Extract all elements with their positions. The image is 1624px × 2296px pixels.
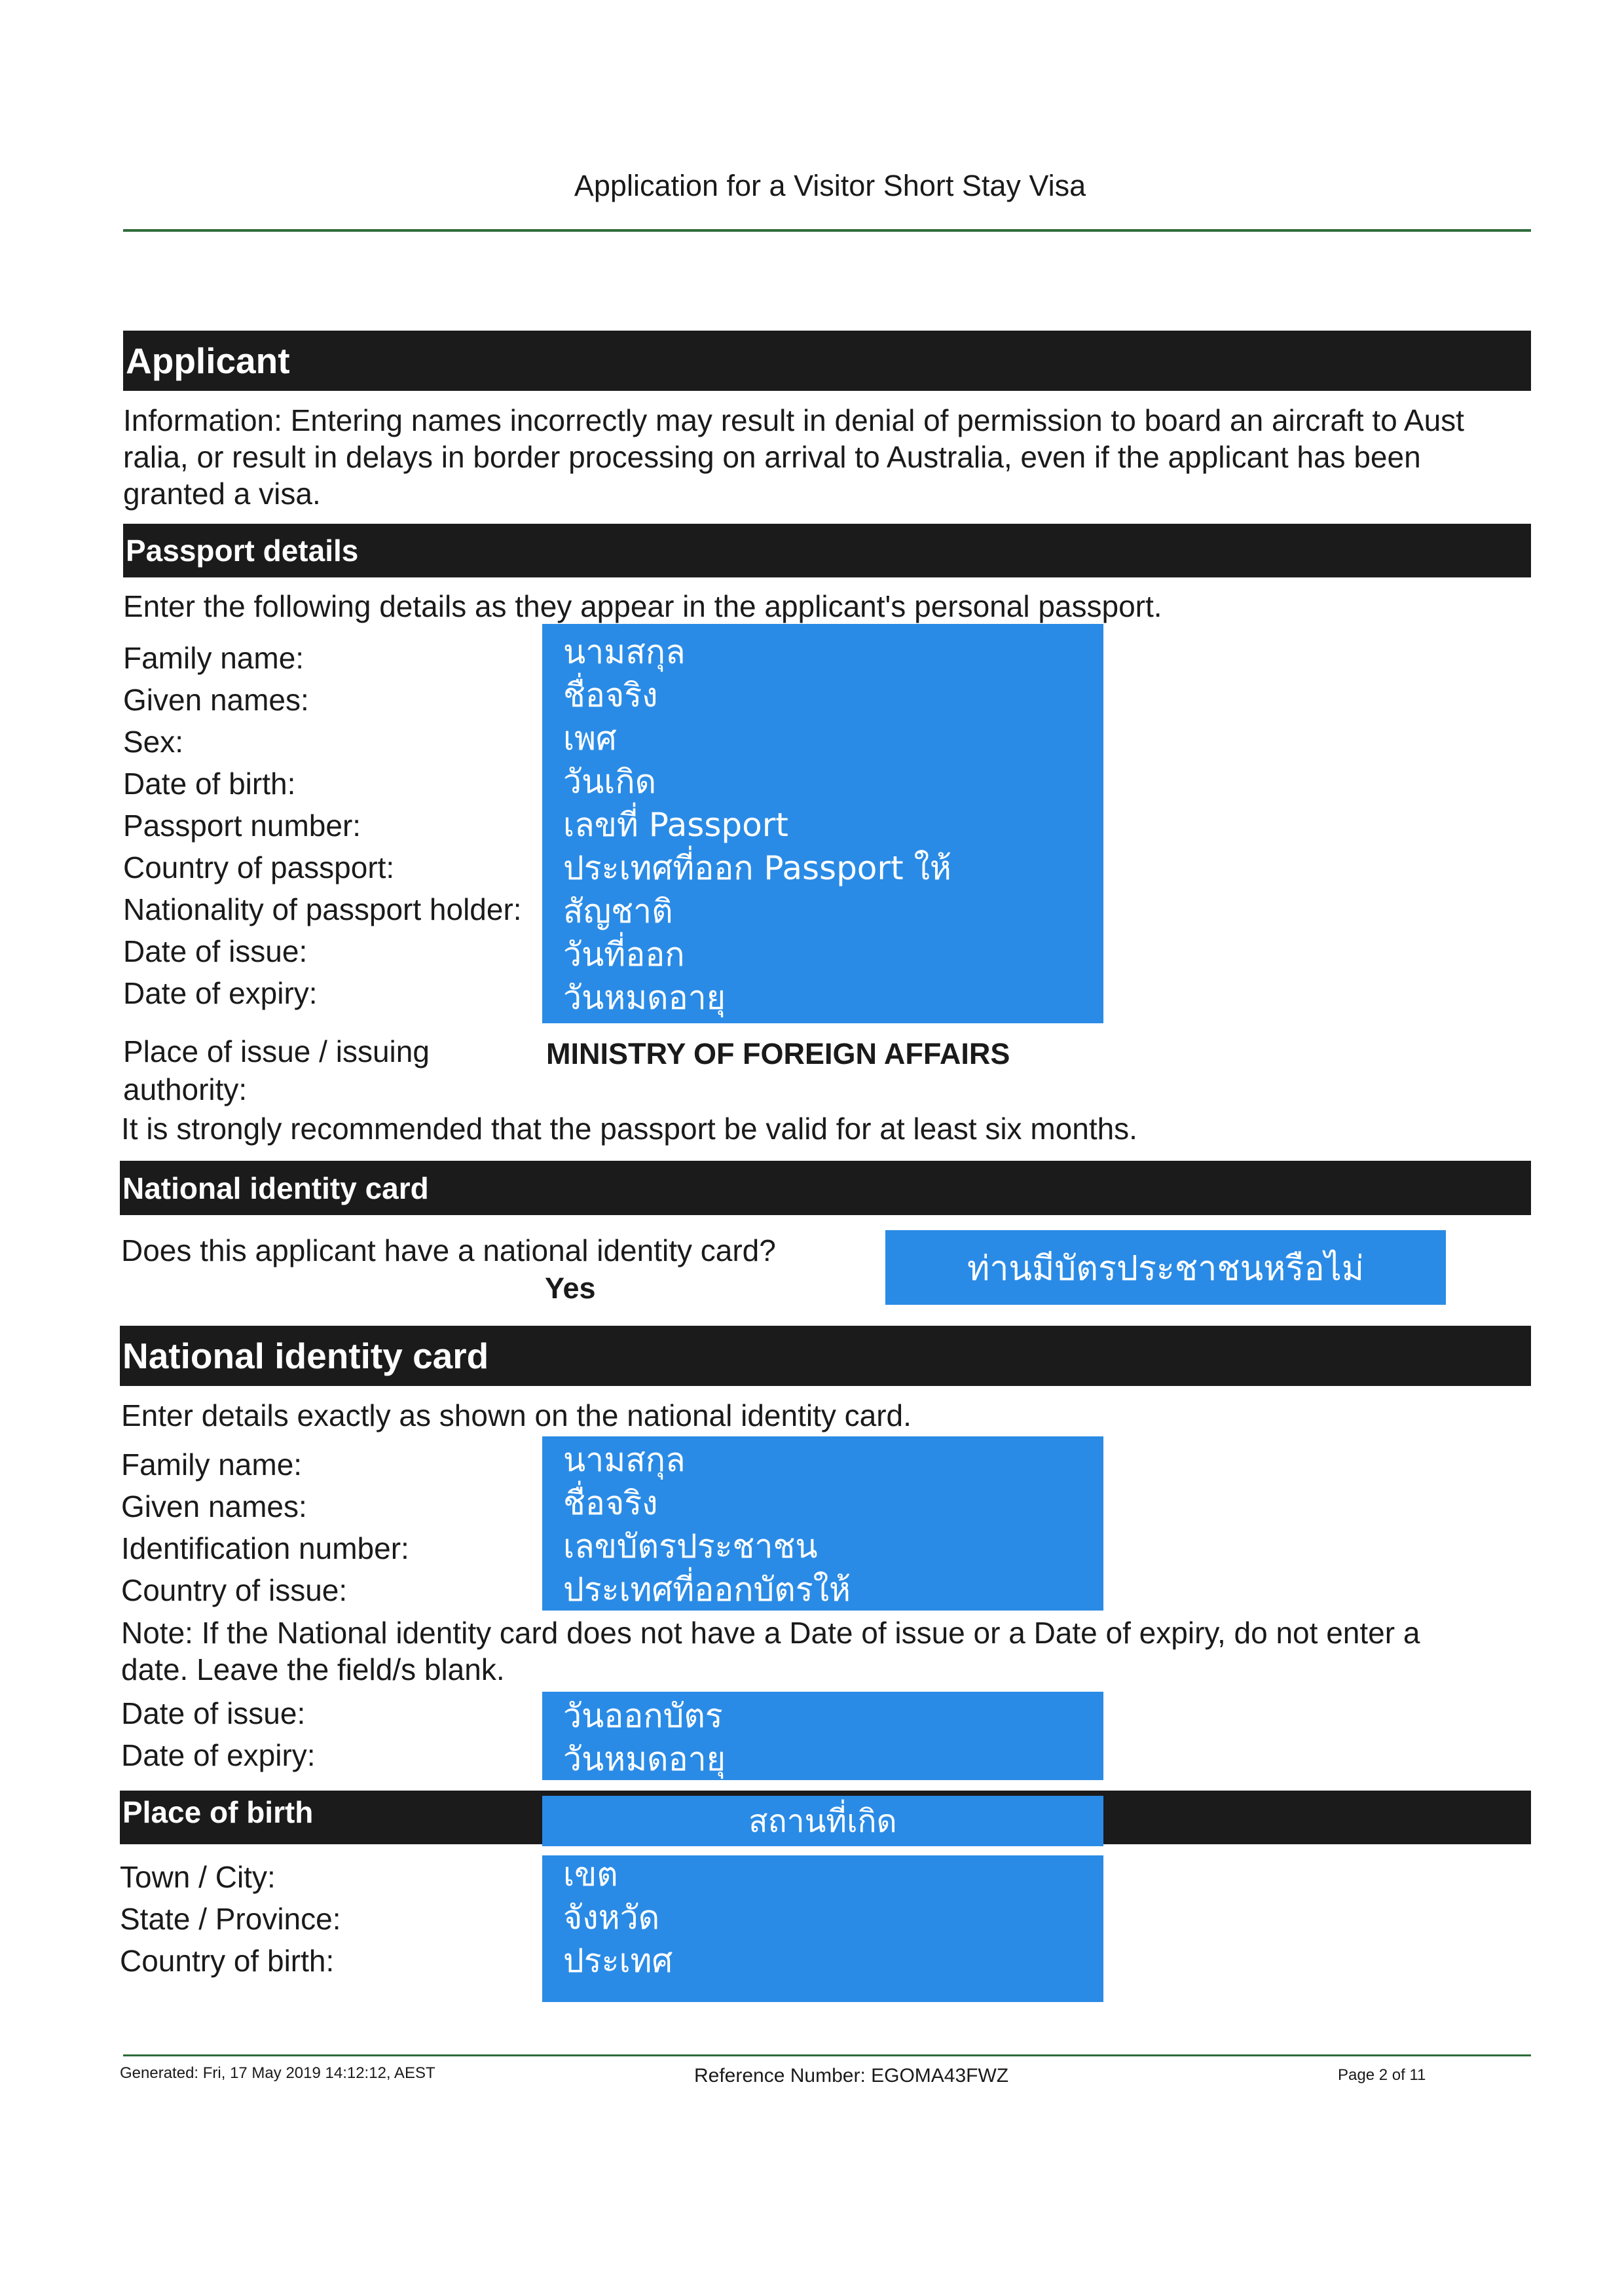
label-nic-family-name: Family name: (121, 1448, 303, 1482)
nic-question-thai-box (885, 1230, 1446, 1305)
applicant-info (123, 402, 1544, 512)
label-town-city: Town / City: (120, 1860, 276, 1894)
label-state-province: State / Province: (120, 1902, 341, 1936)
thai-nic-date-of-issue: วันออกบัตร (563, 1697, 723, 1735)
place-of-issue-value: MINISTRY OF FOREIGN AFFAIRS (546, 1037, 1010, 1070)
thai-family-name: นามสกุล (563, 633, 686, 671)
label-country-of-birth: Country of birth: (120, 1944, 335, 1978)
thai-nic-id-number: เลขบัตรประชาชน (563, 1527, 818, 1565)
nic-note-line: date. Leave the field/s blank. (121, 1652, 505, 1686)
page-title: Application for a Visitor Short Stay Visa (574, 169, 1086, 202)
label-country-of-passport: Country of passport: (123, 850, 395, 884)
label-nic-date-of-issue: Date of issue: (121, 1696, 306, 1730)
label-family-name: Family name: (123, 641, 304, 675)
section-heading-applicant: Applicant (123, 331, 1531, 391)
passport-thai-values (542, 630, 951, 1019)
label-nic-date-of-expiry: Date of expiry: (121, 1738, 316, 1772)
thai-nic-date-of-expiry: วันหมดอายุ (563, 1740, 726, 1778)
thai-date-of-birth: วันเกิด (563, 763, 657, 801)
label-date-of-issue: Date of issue: (123, 934, 308, 968)
passport-labels (123, 637, 522, 1014)
birth-labels (120, 1856, 341, 1982)
footer-page-number: Page 2 of 11 (1338, 2066, 1426, 2084)
section-heading-passport: Passport details (123, 524, 1531, 577)
applicant-info-line: Information: Entering names incorrectly may result in denial of permission to board an aircraft to Aust (123, 403, 1464, 437)
label-date-of-birth: Date of birth: (123, 767, 296, 801)
label-sex: Sex: (123, 725, 184, 759)
footer-rule (123, 2054, 1531, 2056)
thai-nationality: สัญชาติ (563, 892, 673, 930)
label-nic-given-names: Given names: (121, 1489, 307, 1523)
thai-sex: เพศ (563, 720, 617, 757)
footer-reference: Reference Number: EGOMA43FWZ (694, 2065, 1009, 2086)
thai-given-names: ชื่อจริง (563, 676, 658, 714)
label-place-of-issue: Place of issue / issuing (123, 1034, 430, 1068)
thai-nic-given-names: ชื่อจริง (563, 1484, 658, 1522)
applicant-info-line: ralia, or result in delays in border processing on arrival to Australia, even if the applicant has been (123, 440, 1421, 474)
passport-recommendation: It is strongly recommended that the passport be valid for at least six months. (121, 1112, 1137, 1146)
nic-thai-values (542, 1438, 851, 1611)
thai-nic-family-name: นามสกุล (563, 1441, 686, 1479)
section-heading-nic-question: National identity card (120, 1161, 1531, 1215)
label-nic-id-number: Identification number: (121, 1531, 409, 1565)
nic-date-thai-values (542, 1694, 726, 1781)
applicant-info-line: granted a visa. (123, 477, 321, 511)
label-nationality: Nationality of passport holder: (123, 892, 522, 926)
birth-thai-values (542, 1853, 673, 1982)
nic-answer: Yes (545, 1271, 596, 1305)
birth-heading-thai-box (542, 1796, 1103, 1846)
section-heading-birth: Place of birth (120, 1791, 1531, 1844)
thai-date-of-expiry: วันหมดอายุ (563, 979, 726, 1017)
label-passport-number: Passport number: (123, 809, 361, 843)
thai-country-of-birth: ประเทศ (563, 1942, 673, 1980)
nic-note (121, 1614, 1549, 1688)
nic-question: Does this applicant have a national identity card? (121, 1233, 776, 1267)
nic-note-line: Note: If the National identity card does not have a Date of issue or a Date of expiry, do not enter a (121, 1616, 1420, 1650)
footer-generated: Generated: Fri, 17 May 2019 14:12:12, AEST (120, 2064, 435, 2082)
thai-country-of-passport: ประเทศที่ออก Passport ให้ (563, 849, 951, 887)
nic-question-thai: ท่านมีบัตรประชาชนหรือไม่ (967, 1248, 1365, 1288)
nic-labels (121, 1444, 409, 1611)
label-date-of-expiry: Date of expiry: (123, 976, 318, 1010)
thai-state-province: จังหวัด (563, 1899, 660, 1937)
passport-intro: Enter the following details as they appear in the applicant's personal passport. (123, 589, 1162, 623)
nic-intro: Enter details exactly as shown on the national identity card. (121, 1398, 912, 1432)
section-heading-nic-details: National identity card (120, 1326, 1531, 1386)
nic-date-labels (121, 1692, 316, 1776)
label-place-of-issue-cont: authority: (123, 1072, 248, 1106)
label-given-names: Given names: (123, 683, 309, 717)
header-rule (123, 229, 1531, 232)
label-nic-country-of-issue: Country of issue: (121, 1573, 348, 1607)
birth-heading-thai: สถานที่เกิด (748, 1802, 897, 1840)
thai-date-of-issue: วันที่ออก (563, 936, 685, 974)
thai-passport-number: เลขที่ Passport (563, 806, 788, 844)
thai-nic-country-of-issue: ประเทศที่ออกบัตรให้ (563, 1571, 851, 1609)
thai-town-city: เขต (563, 1855, 618, 1893)
